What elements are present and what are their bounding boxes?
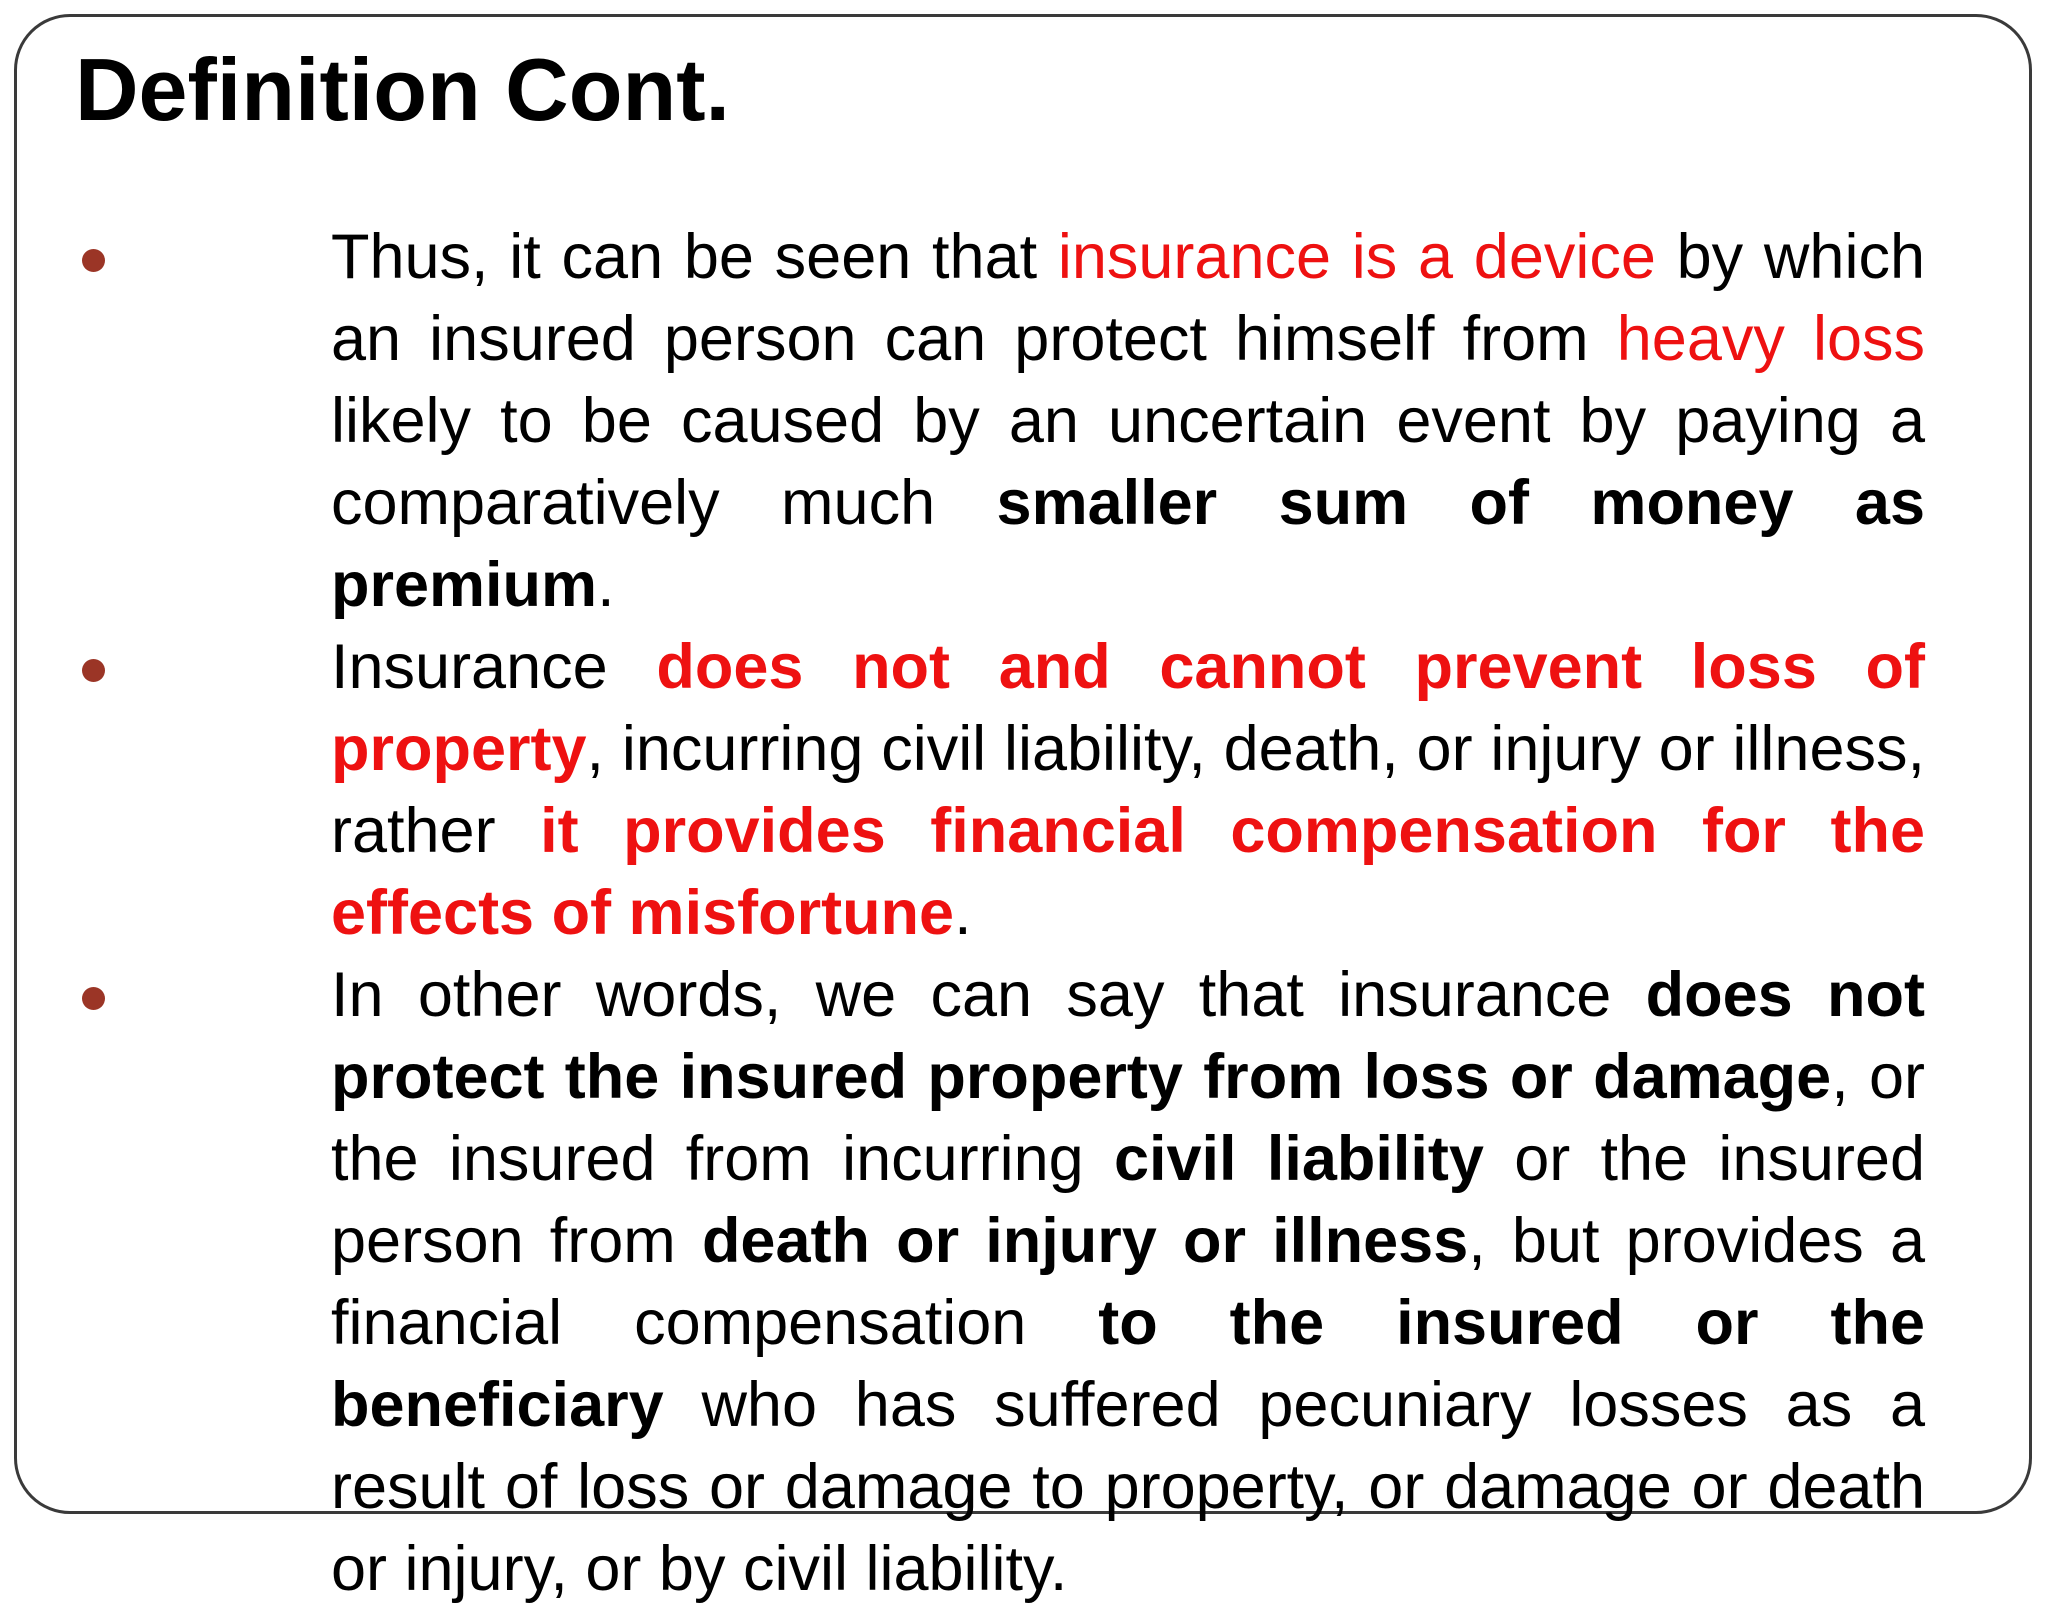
text-segment: by which an insured person can protect himself from xyxy=(331,222,1925,374)
bold-text: to the insured or the beneficiary xyxy=(331,1288,1925,1440)
text-segment: , or the insured from incurring xyxy=(331,1042,1926,1194)
bullet-item-3 xyxy=(17,954,2029,1610)
red-highlight-text: heavy loss xyxy=(1616,304,1925,374)
bullet-item-2 xyxy=(17,626,2029,954)
bold-text: does not protect the insured property from loss or damage xyxy=(331,960,1925,1112)
bold-text: civil liability xyxy=(1113,1124,1484,1194)
bold-red-highlight-text: does not and cannot prevent loss of property xyxy=(331,632,1925,784)
text-segment: who has suffered pecuniary losses as a result of loss or damage to property, or damage or death or injury, or by civil liability. xyxy=(331,1370,1925,1604)
bullet-dot-icon xyxy=(82,249,105,272)
text-segment: or the insured person from xyxy=(331,1124,1925,1276)
bold-red-highlight-text: it provides financial compensation for the effects of misfortune xyxy=(331,796,1925,948)
slide xyxy=(14,14,2032,1604)
bullet-dot-icon xyxy=(82,987,105,1010)
bullet-text-1 xyxy=(331,216,1925,626)
bullet-text-3 xyxy=(331,954,1925,1610)
text-segment: . xyxy=(954,878,972,948)
bullet-list xyxy=(17,216,2029,1610)
text-segment: likely to be caused by an uncertain event by paying a comparatively much xyxy=(331,386,1925,538)
text-segment: Insurance xyxy=(331,632,657,702)
bullet-item-1 xyxy=(17,216,2029,626)
text-segment: Thus, it can be seen that xyxy=(331,222,1058,292)
text-segment: , incurring civil liability, death, or injury or illness, rather xyxy=(331,714,1925,866)
text-segment: In other words, we can say that insurance xyxy=(331,960,1646,1030)
slide-title: Definition Cont. xyxy=(75,40,730,139)
text-segment: , but provides a financial compensation xyxy=(331,1206,1925,1358)
bold-text: smaller sum of money as premium xyxy=(331,468,1925,620)
bullet-text-2 xyxy=(331,626,1925,954)
bullet-dot-icon xyxy=(82,659,105,682)
text-segment: . xyxy=(597,550,615,620)
bold-text: death or injury or illness xyxy=(701,1206,1469,1276)
red-highlight-text: insurance is a device xyxy=(1057,222,1656,292)
